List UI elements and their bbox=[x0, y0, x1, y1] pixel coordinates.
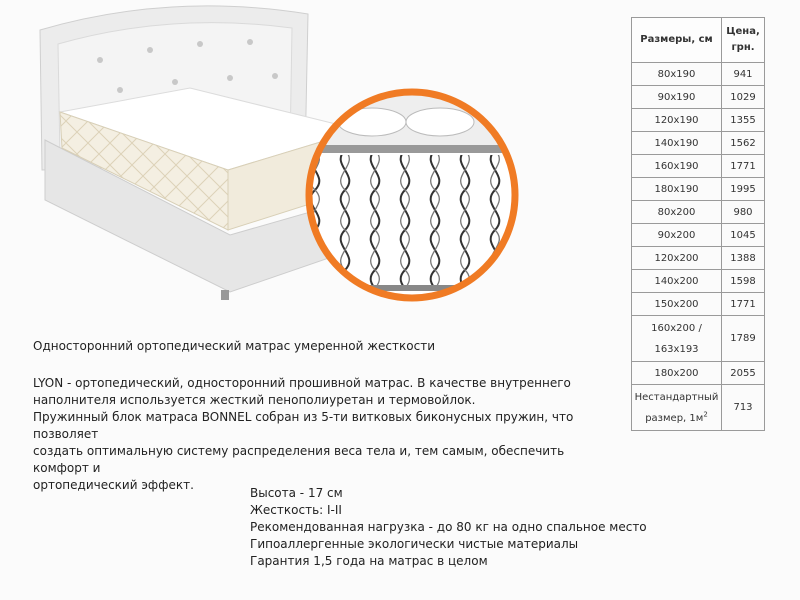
table-row bbox=[632, 247, 765, 270]
size-cell: 180x190 bbox=[632, 178, 722, 201]
size-cell: 90x200 bbox=[632, 224, 722, 247]
table-row bbox=[632, 316, 765, 362]
spec-height: Высота - 17 см bbox=[250, 486, 343, 500]
price-cell: 1029 bbox=[722, 86, 765, 109]
price-cell: 1789 bbox=[722, 316, 765, 362]
size-cell bbox=[632, 316, 722, 362]
price-cell: 713 bbox=[722, 385, 765, 431]
table-row bbox=[632, 224, 765, 247]
size-line1: 160x200 / bbox=[651, 322, 702, 334]
table-row bbox=[632, 201, 765, 224]
size-cell bbox=[632, 385, 722, 431]
table-row bbox=[632, 63, 765, 86]
price-cell: 1771 bbox=[722, 293, 765, 316]
table-row bbox=[632, 86, 765, 109]
table-row bbox=[632, 362, 765, 385]
spec-materials: Гипоаллергенные экологически чистые материалы bbox=[250, 537, 579, 551]
price-cell: 941 bbox=[722, 63, 765, 86]
price-cell: 1045 bbox=[722, 224, 765, 247]
spec-firmness: Жесткость: I-II bbox=[250, 503, 342, 517]
table-row bbox=[632, 155, 765, 178]
product-description bbox=[33, 375, 608, 494]
description-line: создать оптимальную систему распределения веса тела и, тем самым, обеспечить комфорт и bbox=[33, 444, 565, 475]
size-cell: 140x190 bbox=[632, 132, 722, 155]
price-header-line2: грн. bbox=[731, 42, 755, 53]
table-row bbox=[632, 132, 765, 155]
description-line: LYON - ортопедический, односторонний прошивной матрас. В качестве внутреннего bbox=[33, 376, 571, 390]
size-line2: 163x193 bbox=[654, 343, 699, 355]
price-table bbox=[631, 17, 765, 431]
bed-leg bbox=[221, 290, 229, 300]
spec-warranty: Гарантия 1,5 года на матрас в целом bbox=[250, 554, 488, 568]
price-cell: 2055 bbox=[722, 362, 765, 385]
product-tagline: Односторонний ортопедический матрас умеренной жесткости bbox=[33, 339, 435, 353]
superscript: 2 bbox=[703, 410, 708, 419]
spec-load: Рекомендованная нагрузка - до 80 кг на одно спальное место bbox=[250, 520, 647, 534]
size-line2: размер, 1м bbox=[645, 412, 704, 424]
price-cell: 1598 bbox=[722, 270, 765, 293]
price-cell: 1388 bbox=[722, 247, 765, 270]
table-row bbox=[632, 293, 765, 316]
size-cell: 180x200 bbox=[632, 362, 722, 385]
size-column-header: Размеры, см bbox=[632, 18, 722, 63]
price-cell: 1995 bbox=[722, 178, 765, 201]
price-cell: 980 bbox=[722, 201, 765, 224]
price-cell: 1355 bbox=[722, 109, 765, 132]
price-cell: 1562 bbox=[722, 132, 765, 155]
size-cell: 150x200 bbox=[632, 293, 722, 316]
description-line: наполнителя используется жесткий пенополиуретан и термовойлок. bbox=[33, 393, 476, 407]
size-cell: 80x190 bbox=[632, 63, 722, 86]
table-header-row bbox=[632, 18, 765, 63]
size-cell: 120x190 bbox=[632, 109, 722, 132]
price-header-line1: Цена, bbox=[726, 26, 760, 37]
size-cell: 140x200 bbox=[632, 270, 722, 293]
table-row bbox=[632, 385, 765, 431]
size-cell: 90x190 bbox=[632, 86, 722, 109]
price-column-header bbox=[722, 18, 765, 63]
size-line1: Нестандартный bbox=[634, 391, 719, 403]
description-line: ортопедический эффект. bbox=[33, 478, 194, 492]
size-cell: 80x200 bbox=[632, 201, 722, 224]
table-row bbox=[632, 109, 765, 132]
size-cell: 160x190 bbox=[632, 155, 722, 178]
size-cell: 120x200 bbox=[632, 247, 722, 270]
product-image bbox=[0, 0, 560, 330]
spring-detail bbox=[300, 90, 530, 300]
description-line: Пружинный блок матраса BONNEL собран из 5-ти витковых биконусных пружин, что позволяет bbox=[33, 410, 574, 441]
price-cell: 1771 bbox=[722, 155, 765, 178]
table-row bbox=[632, 178, 765, 201]
product-specs bbox=[250, 485, 670, 570]
table-row bbox=[632, 270, 765, 293]
